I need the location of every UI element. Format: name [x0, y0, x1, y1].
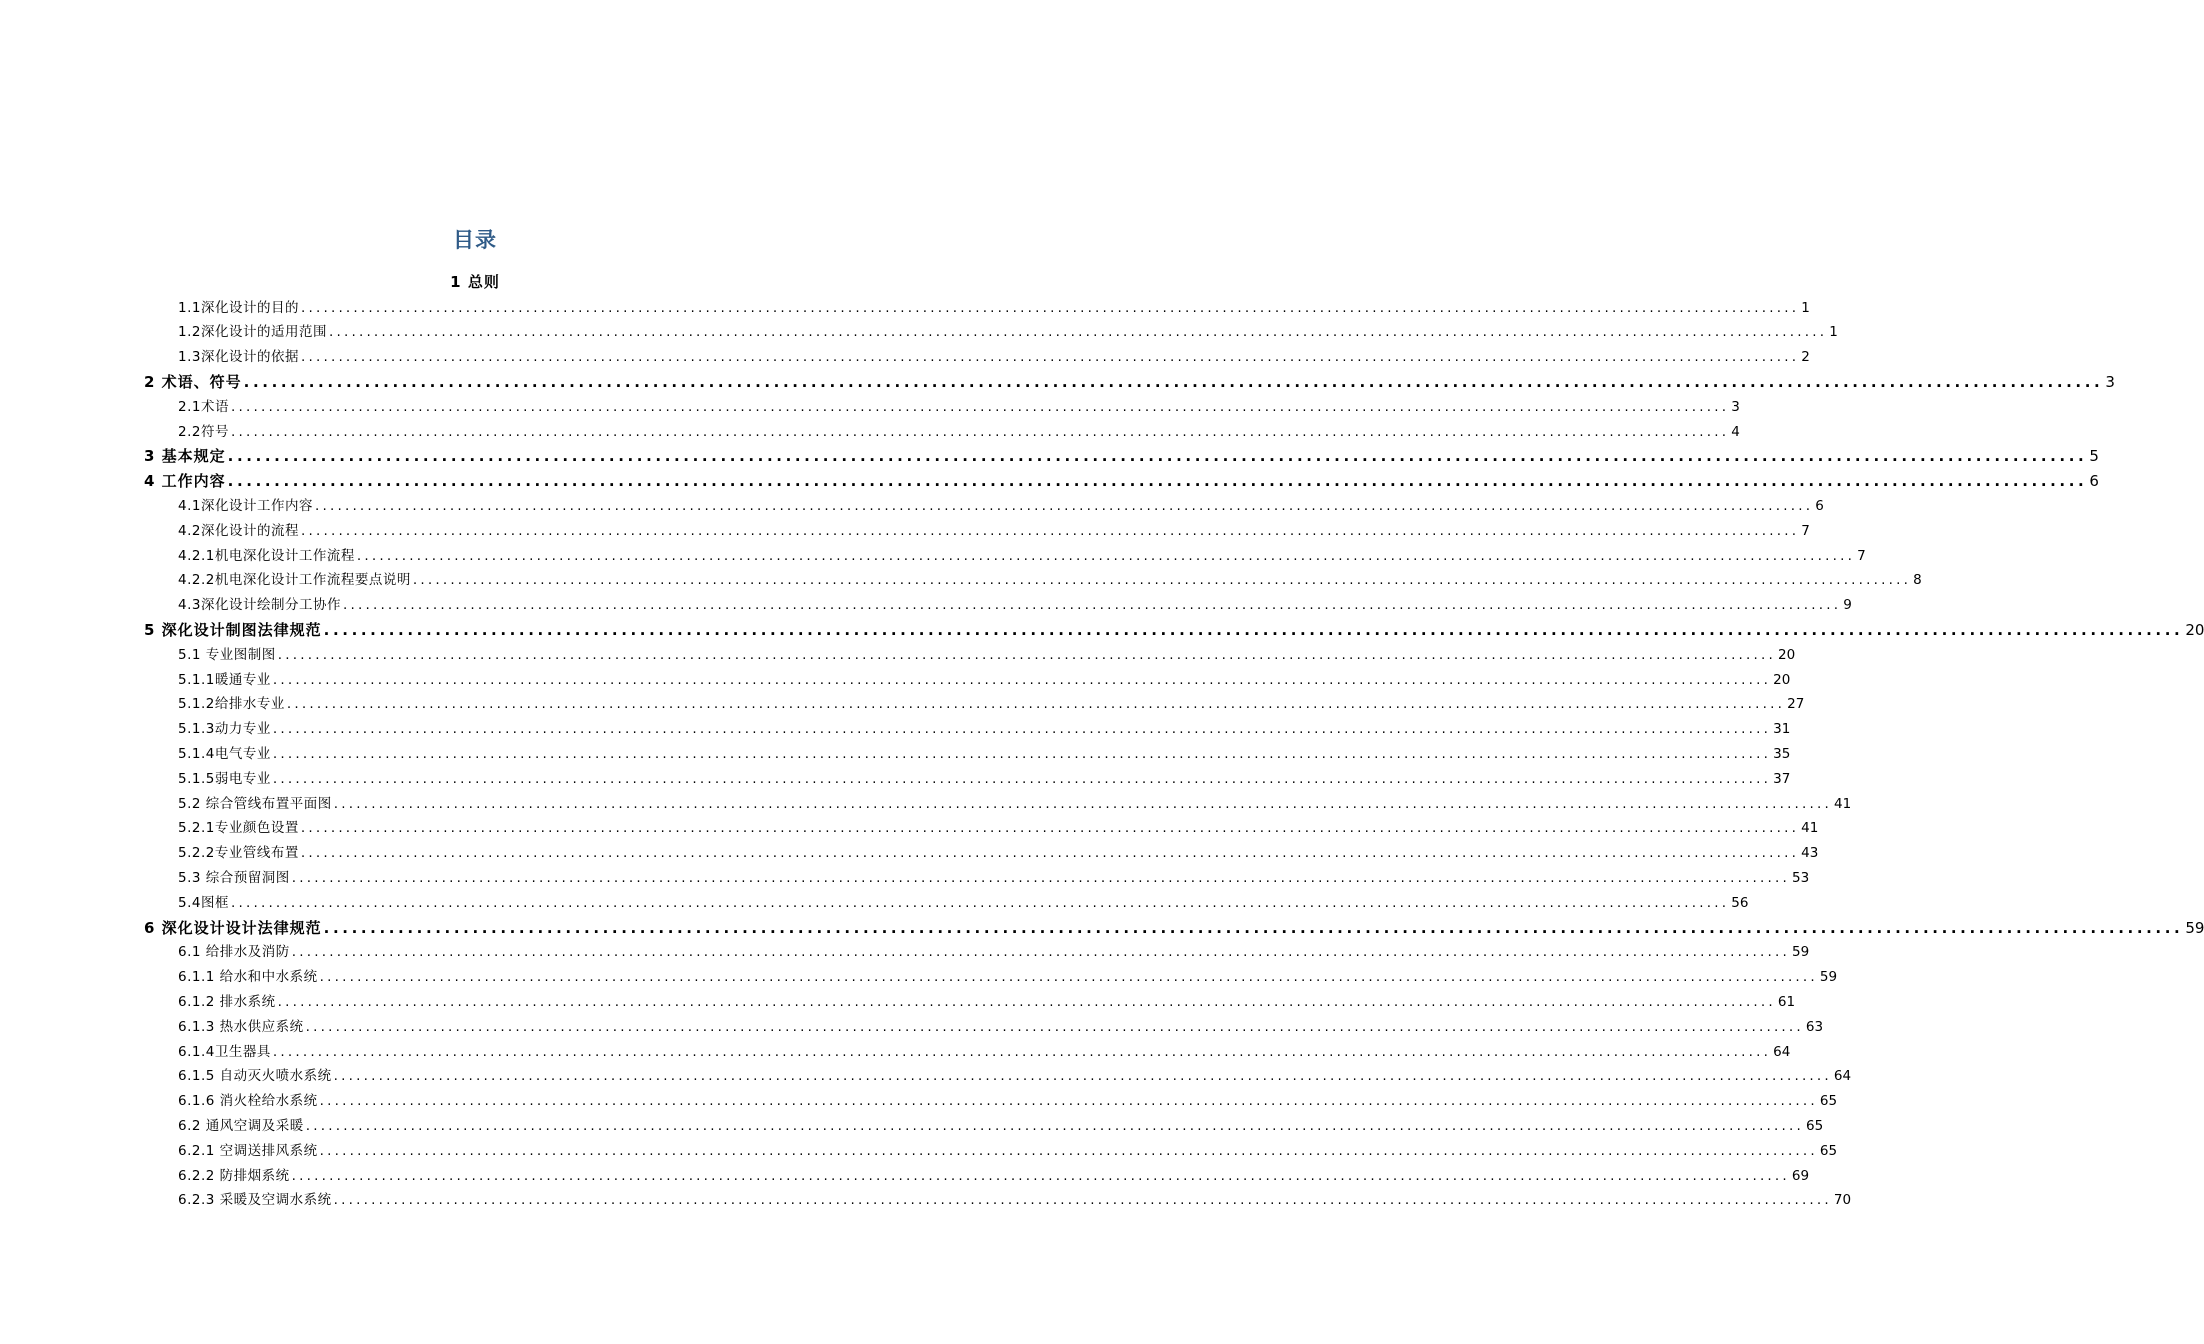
toc-dot-leader: ........................................................................................................................................................................................................ — [328, 324, 1828, 341]
toc-entry-title: 6.1.3 热水供应系统 — [178, 1018, 304, 1035]
toc-dot-leader: ........................................................................................................................................................................................................ — [300, 299, 1800, 316]
toc-dot-leader: ........................................................................................................................................................................................................ — [319, 1142, 1818, 1159]
toc-dot-leader: ........................................................................................................................................................................................................ — [230, 398, 1730, 415]
toc-entry-title: 6.1.4卫生器具 — [178, 1043, 271, 1060]
toc-section-entry[interactable] — [178, 420, 1740, 445]
toc-page-number: 7 — [1801, 522, 1810, 539]
toc-entry-title: 4.3深化设计绘制分工协作 — [178, 597, 341, 614]
toc-entry-title: 4.2.2机电深化设计工作流程要点说明 — [178, 572, 411, 589]
toc-section-entry[interactable] — [178, 593, 1852, 618]
toc-section-entry[interactable] — [178, 1064, 1852, 1089]
toc-section-entry[interactable] — [178, 1164, 1810, 1189]
toc-entry-title: 5.1 专业图制图 — [178, 646, 276, 663]
toc-dot-leader: ........................................................................................................................................................................................................ — [314, 497, 1814, 514]
toc-page-number: 37 — [1773, 770, 1791, 787]
toc-section-entry[interactable] — [178, 1139, 1838, 1164]
toc-dot-leader: ........................................................................................................................................................................................................ — [333, 795, 1833, 812]
toc-section-entry[interactable] — [178, 841, 1819, 866]
toc-dot-leader: ........................................................................................................................................................................................................ — [277, 646, 1777, 663]
toc-entry-title: 5 深化设计制图法律规范 — [144, 620, 322, 639]
toc-entry-title: 6.1 给排水及消防 — [178, 944, 290, 961]
toc-dot-leader: ........................................................................................................................................................................................................ — [300, 349, 1800, 366]
toc-chapter-entry[interactable] — [144, 444, 2099, 469]
toc-heading-chapter-1: 1 总则 — [450, 273, 500, 291]
toc-page-number: 3 — [2105, 372, 2115, 391]
toc-entry-title: 5.2.1专业颜色设置 — [178, 820, 299, 837]
toc-section-entry[interactable] — [178, 668, 1791, 693]
toc-entry-title: 5.1.5弱电专业 — [178, 770, 271, 787]
toc-section-entry[interactable] — [178, 345, 1810, 370]
toc-section-entry[interactable] — [178, 717, 1791, 742]
toc-section-entry[interactable] — [178, 643, 1796, 668]
toc-page-number: 20 — [1778, 646, 1796, 663]
toc-section-entry[interactable] — [178, 320, 1838, 345]
toc-entry-title: 6.2.2 防排烟系统 — [178, 1167, 290, 1184]
toc-chapter-entry[interactable] — [144, 618, 2204, 643]
toc-dot-leader: ........................................................................................................................................................................................................ — [272, 770, 1772, 787]
toc-entry-title: 6 深化设计设计法律规范 — [144, 918, 322, 937]
toc-section-entry[interactable] — [178, 1188, 1852, 1213]
toc-entry-title: 6.1.2 排水系统 — [178, 993, 276, 1010]
toc-entry-title: 6.2.3 采暖及空调水系统 — [178, 1192, 332, 1209]
toc-section-entry[interactable] — [178, 742, 1791, 767]
toc-entry-title: 6.2.1 空调送排风系统 — [178, 1142, 318, 1159]
toc-dot-leader: ........................................................................................................................................................................................................ — [272, 1043, 1772, 1060]
toc-page-number: 59 — [1819, 969, 1838, 986]
toc-page-number: 4 — [1731, 423, 1740, 440]
toc-page-number: 1 — [1829, 324, 1838, 341]
toc-entry-title: 6.1.6 消火栓给水系统 — [178, 1093, 318, 1110]
toc-dot-leader: ........................................................................................................................................................................................................ — [243, 372, 2104, 391]
toc-page-number: 53 — [1792, 869, 1810, 886]
toc-section-entry[interactable] — [178, 395, 1740, 420]
toc-page-number: 20 — [1773, 671, 1791, 688]
toc-dot-leader: ........................................................................................................................................................................................................ — [286, 696, 1786, 713]
toc-entry-title: 5.1.3动力专业 — [178, 721, 271, 738]
toc-dot-leader: ........................................................................................................................................................................................................ — [230, 423, 1730, 440]
toc-dot-leader: ........................................................................................................................................................................................................ — [300, 845, 1800, 862]
toc-dot-leader: ........................................................................................................................................................................................................ — [305, 1018, 1804, 1035]
toc-entry-title: 5.1.2给排水专业 — [178, 696, 285, 713]
toc-page-number: 59 — [1792, 944, 1810, 961]
toc-page-number: 41 — [1801, 820, 1819, 837]
toc-dot-leader: ........................................................................................................................................................................................................ — [291, 944, 1791, 961]
toc-page-number: 64 — [1773, 1043, 1791, 1060]
toc-page-number: 9 — [1843, 597, 1852, 614]
toc-dot-leader: ........................................................................................................................................................................................................ — [323, 620, 2184, 639]
toc-entry-title: 1.1深化设计的目的 — [178, 299, 299, 316]
toc-section-entry[interactable] — [178, 965, 1838, 990]
toc-dot-leader: ........................................................................................................................................................................................................ — [227, 472, 2088, 491]
toc-page-number: 6 — [1815, 497, 1824, 514]
toc-page-number: 5 — [2089, 447, 2099, 466]
toc-page-number: 6 — [2089, 472, 2099, 491]
toc-page-number: 61 — [1777, 993, 1796, 1010]
toc-dot-leader: ........................................................................................................................................................................................................ — [319, 1093, 1818, 1110]
toc-chapter-entry[interactable] — [144, 469, 2099, 494]
toc-page-number: 2 — [1801, 349, 1810, 366]
toc-dot-leader: ........................................................................................................................................................................................................ — [277, 993, 1776, 1010]
toc-entry-title: 5.2.2专业管线布置 — [178, 845, 299, 862]
toc-entry-title: 6.1.1 给水和中水系统 — [178, 969, 318, 986]
toc-page-number: 56 — [1731, 894, 1749, 911]
toc-entry-title: 4.1深化设计工作内容 — [178, 497, 313, 514]
toc-section-entry[interactable] — [178, 296, 1810, 321]
toc-dot-leader: ........................................................................................................................................................................................................ — [333, 1192, 1832, 1209]
toc-dot-leader: ........................................................................................................................................................................................................ — [300, 820, 1800, 837]
toc-section-entry[interactable] — [178, 1089, 1838, 1114]
toc-entry-title: 5.2 综合管线布置平面图 — [178, 795, 332, 812]
toc-section-entry[interactable] — [178, 792, 1852, 817]
toc-page-number: 65 — [1806, 1117, 1824, 1134]
toc-dot-leader: ........................................................................................................................................................................................................ — [412, 572, 1912, 589]
toc-entry-title: 5.3 综合预留洞图 — [178, 869, 290, 886]
toc-section-entry[interactable] — [178, 767, 1791, 792]
toc-page-number: 7 — [1857, 547, 1866, 564]
toc-page-number: 41 — [1834, 795, 1852, 812]
toc-entry-title: 4.2深化设计的流程 — [178, 522, 299, 539]
toc-page-number: 20 — [2185, 620, 2204, 639]
toc-entry-title: 1.2深化设计的适用范围 — [178, 324, 327, 341]
toc-page-number: 70 — [1833, 1192, 1852, 1209]
toc-section-entry[interactable] — [178, 692, 1805, 717]
toc-page-number: 63 — [1805, 1018, 1824, 1035]
toc-page-number: 65 — [1819, 1093, 1838, 1110]
toc-dot-leader: ........................................................................................................................................................................................................ — [291, 869, 1791, 886]
toc-entry-title: 1.3深化设计的依据 — [178, 349, 299, 366]
toc-section-entry[interactable] — [178, 891, 1749, 916]
toc-section-entry[interactable] — [178, 544, 1866, 569]
toc-chapter-entry[interactable] — [144, 370, 2115, 395]
toc-section-entry[interactable] — [178, 940, 1810, 965]
toc-dot-leader: ........................................................................................................................................................................................................ — [356, 547, 1856, 564]
toc-section-entry[interactable] — [178, 990, 1796, 1015]
toc-dot-leader: ........................................................................................................................................................................................................ — [300, 522, 1800, 539]
toc-page-number: 8 — [1913, 572, 1922, 589]
toc-section-entry[interactable] — [178, 1040, 1791, 1065]
toc-dot-leader: ........................................................................................................................................................................................................ — [319, 969, 1818, 986]
toc-dot-leader: ........................................................................................................................................................................................................ — [272, 721, 1772, 738]
toc-entry-title: 5.1.4电气专业 — [178, 745, 271, 762]
toc-page-number: 69 — [1791, 1167, 1810, 1184]
toc-page-number: 43 — [1801, 845, 1819, 862]
toc-dot-leader: ........................................................................................................................................................................................................ — [305, 1117, 1805, 1134]
toc-page-number: 3 — [1731, 398, 1740, 415]
toc-dot-leader: ........................................................................................................................................................................................................ — [272, 745, 1772, 762]
toc-page-number: 35 — [1773, 745, 1791, 762]
toc-section-entry[interactable] — [178, 816, 1819, 841]
toc-dot-leader: ........................................................................................................................................................................................................ — [333, 1068, 1832, 1085]
toc-dot-leader: ........................................................................................................................................................................................................ — [342, 597, 1842, 614]
toc-page-number: 31 — [1773, 721, 1791, 738]
page-title: 目录 — [453, 228, 497, 252]
toc-page-number: 64 — [1833, 1068, 1852, 1085]
toc-dot-leader: ........................................................................................................................................................................................................ — [272, 671, 1772, 688]
toc-entry-title: 5.4图框 — [178, 894, 229, 911]
toc-page-number: 59 — [2185, 918, 2204, 937]
toc-entry-title: 2.1术语 — [178, 398, 229, 415]
toc-entry-title: 2 术语、符号 — [144, 372, 242, 391]
toc-page-number: 27 — [1787, 696, 1805, 713]
toc-section-entry[interactable] — [178, 1114, 1824, 1139]
toc-section-entry[interactable] — [178, 568, 1922, 593]
toc-entry-title: 4 工作内容 — [144, 472, 226, 491]
toc-entry-title: 5.1.1暖通专业 — [178, 671, 271, 688]
toc-dot-leader: ........................................................................................................................................................................................................ — [227, 447, 2088, 466]
toc-section-entry[interactable] — [178, 494, 1824, 519]
toc-page-number: 1 — [1801, 299, 1810, 316]
toc-dot-leader: ........................................................................................................................................................................................................ — [291, 1167, 1790, 1184]
toc-chapter-entry[interactable] — [144, 916, 2204, 941]
toc-section-entry[interactable] — [178, 866, 1810, 891]
toc-dot-leader: ........................................................................................................................................................................................................ — [323, 918, 2184, 937]
toc-entry-title: 2.2符号 — [178, 423, 229, 440]
toc-section-entry[interactable] — [178, 1015, 1824, 1040]
toc-dot-leader: ........................................................................................................................................................................................................ — [230, 894, 1730, 911]
toc-page-number: 65 — [1819, 1142, 1838, 1159]
toc-entry-title: 3 基本规定 — [144, 447, 226, 466]
toc-entry-title: 6.2 通风空调及采暖 — [178, 1117, 304, 1134]
toc-entry-title: 6.1.5 自动灭火喷水系统 — [178, 1068, 332, 1085]
toc-entry-title: 4.2.1机电深化设计工作流程 — [178, 547, 355, 564]
toc-section-entry[interactable] — [178, 519, 1810, 544]
